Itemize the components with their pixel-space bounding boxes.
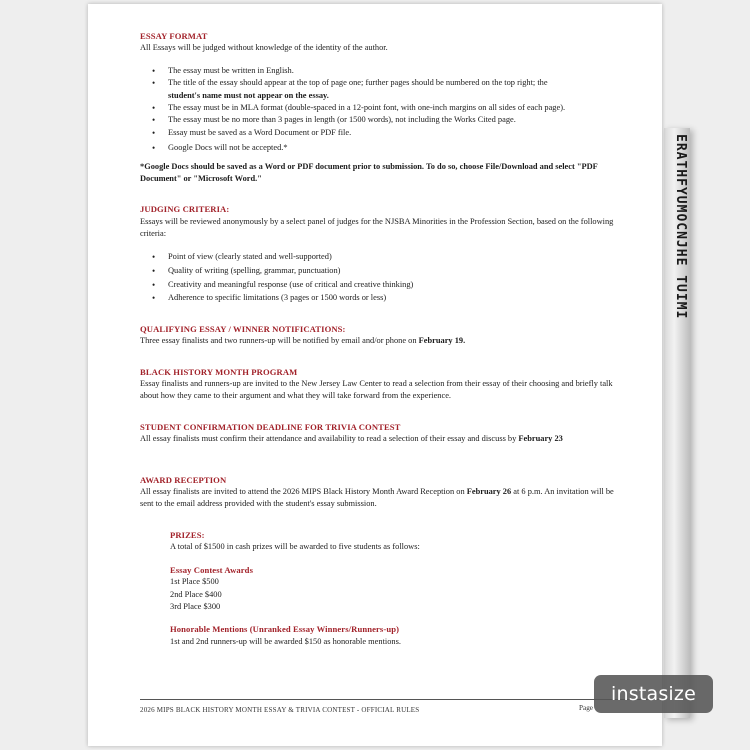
document-page — [88, 4, 662, 746]
list-item: • Point of view (clearly stated and well-supported) — [168, 251, 626, 263]
reception-heading: AWARD RECEPTION — [140, 474, 227, 485]
list-item: • Adherence to specific limitations (3 pages or 1500 words or less) — [168, 292, 626, 304]
list-item: • The essay must be no more than 3 pages in length (or 1500 words), not including the Works Cited page. — [168, 114, 626, 126]
list-item: • Quality of writing (spelling, grammar, punctuation) — [168, 265, 626, 277]
list-item: • The essay must be written in English. — [168, 65, 626, 77]
essay-format-heading: ESSAY FORMAT — [140, 31, 208, 41]
page-number: Page — [579, 704, 593, 712]
program-text: Essay finalists and runners-up are invited to the New Jersey Law Center to read a selection from their essay of their choosing and briefly talk about how they came to their argument and what they will take forward from the experience. — [140, 379, 613, 401]
list-item: • The essay must be in MLA format (double-spaced in a 12-point font, with one-inch margins on all sides of each page). — [168, 102, 626, 114]
footer-divider — [140, 699, 660, 700]
qualifying-date: February 19. — [418, 336, 466, 346]
google-docs-note: *Google Docs should be saved as a Word or PDF document prior to submission. To do so, choose File/Download and select "PDF Document" or "Microsoft Word." — [140, 161, 598, 184]
confirmation-date: February 23 — [518, 434, 563, 444]
award-item: 3rd Place $300 — [170, 601, 221, 611]
awards-heading: Essay Contest Awards — [170, 564, 254, 575]
reception-text: All essay finalists are invited to attend the 2026 MIPS Black History Month Award Reception on February 26 at 6 p.m. An invitation will be sent to the email address provided with the student's essay submission. — [140, 487, 614, 509]
honorable-heading: Honorable Mentions (Unranked Essay Winners/Runners-up) — [170, 624, 400, 635]
confirmation-text: All essay finalists must confirm their attendance and availability to read a selection of their essay and discuss by February 23 — [140, 434, 563, 444]
background-page-text: ERATHFYUMOCNJHE TUIMI — [673, 134, 688, 320]
essay-format-list — [140, 65, 626, 155]
honorable-text: 1st and 2nd runners-up will be awarded $150 as honorable mentions. — [170, 636, 401, 646]
award-item: 1st Place $500 — [170, 577, 219, 587]
list-item: • Creativity and meaningful response (use of critical and creative thinking) — [168, 279, 626, 291]
award-item: 2nd Place $400 — [170, 589, 222, 599]
judging-intro: Essays will be reviewed anonymously by a select panel of judges for the NJSBA Minorities in the Profession Section, based on the following criteria: — [140, 216, 614, 239]
program-heading: BLACK HISTORY MONTH PROGRAM — [140, 366, 298, 377]
page-content — [140, 30, 626, 648]
instasize-watermark: instasize — [594, 675, 713, 713]
list-item: • Google Docs will not be accepted.* — [168, 142, 626, 154]
judging-heading: JUDGING CRITERIA: — [140, 204, 230, 215]
list-item: • The title of the essay should appear at the top of page one; further pages should be numbered on the top right; the student's name must not appear on the essay. — [168, 77, 626, 102]
qualifying-heading: QUALIFYING ESSAY / WINNER NOTIFICATIONS: — [140, 323, 346, 334]
judging-list — [140, 251, 626, 305]
prizes-heading: PRIZES: — [170, 529, 205, 540]
list-item: • Essay must be saved as a Word Document or PDF file. — [168, 127, 626, 139]
name-warning: student's name must not appear on the essay. — [168, 90, 329, 100]
prizes-text: A total of $1500 in cash prizes will be awarded to five students as follows: — [170, 542, 420, 552]
prizes-section — [170, 529, 626, 648]
qualifying-text: Three essay finalists and two runners-up will be notified by email and/or phone on February 19. — [140, 336, 466, 346]
reception-date: February 26 — [466, 487, 512, 497]
confirmation-heading: STUDENT CONFIRMATION DEADLINE FOR TRIVIA CONTEST — [140, 421, 401, 432]
footer-text: 2026 MIPS BLACK HISTORY MONTH ESSAY & TRIVIA CONTEST - OFFICIAL RULES — [140, 706, 420, 714]
essay-format-intro: All Essays will be judged without knowledge of the identity of the author. — [140, 43, 388, 53]
